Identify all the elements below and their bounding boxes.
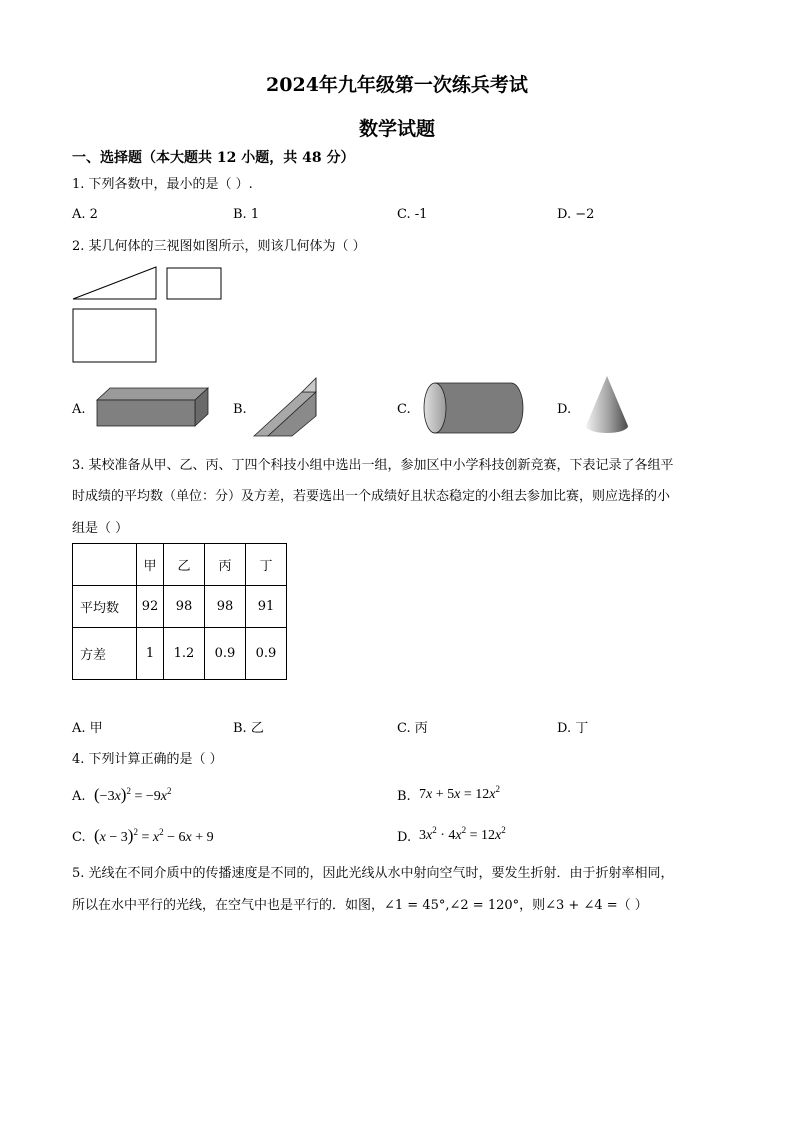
table-cell: 98 (164, 586, 205, 628)
exam-title: 2024年九年级第一次练兵考试 (266, 74, 528, 96)
q1-option-a[interactable]: A. 2 (72, 207, 98, 222)
question-3-stem-line1: 3. 某校准备从甲、乙、丙、丁四个科技小组中选出一组，参加区中小学科技创新竞赛，下表记录了各组平 (72, 458, 674, 473)
q1-option-b[interactable]: B. 1 (233, 207, 260, 222)
q4-option-d-formula[interactable]: $3x^2 \cdot 4x^2 = 12x^2$ (419, 825, 506, 843)
question-3-stem-line3: 组是（ ） (72, 521, 129, 536)
q3-option-c[interactable]: C. 丙 (397, 721, 428, 736)
q2-option-b[interactable]: B. (233, 402, 247, 417)
table-cell: 0.9 (205, 628, 246, 680)
q4-option-d-label[interactable]: D. (397, 830, 412, 845)
table-cell: 92 (137, 586, 164, 628)
table-header-cell: 丙 (205, 544, 246, 586)
exam-subtitle: 数学试题 (358, 118, 435, 140)
question-5-stem-line1: 5. 光线在不同介质中的传播速度是不同的，因此光线从水中射向空气时，要发生折射．由于折射率相同， (72, 866, 674, 881)
table-header-cell (73, 544, 137, 586)
three-view-figure (72, 266, 232, 366)
q3-option-d[interactable]: D. 丁 (557, 721, 589, 736)
table-cell: 91 (246, 586, 287, 628)
question-2-stem: 2. 某几何体的三视图如图所示，则该几何体为（ ） (72, 239, 366, 254)
q4-option-a-label[interactable]: A. (72, 789, 86, 804)
top-view-rectangle (73, 309, 156, 362)
rectangular-prism-icon[interactable] (96, 386, 210, 428)
front-view-triangle (73, 267, 156, 299)
q4-option-b-label[interactable]: B. (397, 789, 411, 804)
table-row (73, 586, 287, 628)
q4-option-a-formula[interactable]: $(-3x)^2 = -9x^2$ (94, 785, 172, 804)
q4-option-b-formula[interactable]: $7x + 5x = 12x^2$ (419, 784, 500, 802)
table-header-cell: 乙 (164, 544, 205, 586)
table-header-cell: 丁 (246, 544, 287, 586)
table-row-label: 平均数 (73, 586, 137, 628)
question-3-stem-line2: 时成绩的平均数（单位：分）及方差，若要选出一个成绩好且状态稳定的小组去参加比赛，则应选择的小 (72, 489, 671, 504)
q2-option-a[interactable]: A. (72, 402, 86, 417)
q4-option-c-label[interactable]: C. (72, 830, 86, 845)
score-table (72, 543, 287, 680)
table-cell: 1.2 (164, 628, 205, 680)
cone-icon[interactable] (584, 374, 630, 436)
question-5-stem-line2: 所以在水中平行的光线，在空气中也是平行的．如图，∠1 = 45°,∠2 = 120°，则∠3 + ∠4 =（ ） (72, 898, 648, 913)
table-cell: 98 (205, 586, 246, 628)
triangular-prism-icon[interactable] (252, 376, 322, 438)
cylinder-icon[interactable] (423, 381, 525, 435)
table-cell: 0.9 (246, 628, 287, 680)
q3-option-a[interactable]: A. 甲 (72, 721, 103, 736)
table-row (73, 628, 287, 680)
table-header-cell: 甲 (137, 544, 164, 586)
q4-option-c-formula[interactable]: $(x - 3)^2 = x^2 - 6x + 9$ (94, 826, 214, 845)
question-4-stem: 4. 下列计算正确的是（ ） (72, 752, 223, 767)
table-row-label: 方差 (73, 628, 137, 680)
q2-option-d[interactable]: D. (557, 402, 572, 417)
table-cell: 1 (137, 628, 164, 680)
section-heading: 一、选择题（本大题共 12 小题，共 48 分） (72, 150, 355, 166)
q1-option-d[interactable]: D. −2 (557, 207, 595, 222)
q2-option-c[interactable]: C. (397, 402, 411, 417)
side-view-rectangle (167, 268, 221, 299)
q3-option-b[interactable]: B. 乙 (233, 721, 264, 736)
table-header-row (73, 544, 287, 586)
q1-option-c[interactable]: C. -1 (397, 207, 428, 222)
question-1-stem: 1. 下列各数中，最小的是（ ）. (72, 177, 253, 192)
